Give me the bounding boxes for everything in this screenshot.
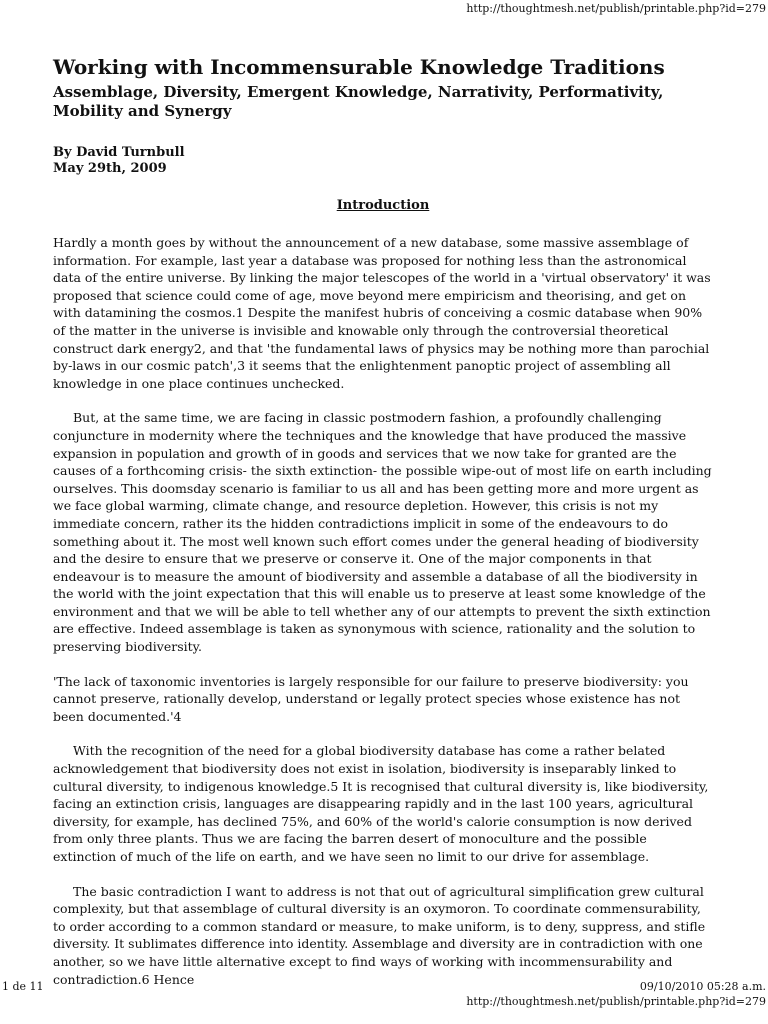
publish-date: May 29th, 2009	[53, 161, 167, 176]
paragraph: 'The lack of taxonomic inventories is largely responsible for our failure to preserve biodiversity: you cannot preserve, rationally develop, understand or legally protect species whose existence has not been documented.'4	[53, 673, 689, 724]
article-title: Working with Incommensurable Knowledge Traditions	[53, 55, 665, 79]
footer-url: http://thoughtmesh.net/publish/printable.php?id=279	[466, 995, 766, 1008]
print-datetime: 09/10/2010 05:28 a.m.	[639, 980, 766, 993]
paragraph: The basic contradiction I want to address is not that out of agricultural simplification grew cultural complexity, but that assemblage of cultural diversity is an oxymoron. To coordinate commensurability, to order according to a common standard or measure, to make uniform, is to deny, suppress, and stifle diversity. It sublimates difference into identity. Assemblage and diversity are in contradiction with one another, so we have little alternative except to find ways of working with incommensurability and contradiction.6 Hence	[53, 883, 706, 987]
article	[53, 55, 713, 988]
header-url: http://thoughtmesh.net/publish/printable.php?id=279	[466, 2, 766, 15]
author: By David Turnbull	[53, 145, 185, 160]
byline	[53, 145, 713, 177]
page-number: 1 de 11	[2, 980, 44, 993]
section-heading: Introduction	[336, 198, 430, 213]
paragraph: With the recognition of the need for a global biodiversity database has come a rather belated acknowledgement that biodiversity does not exist in isolation, biodiversity is inseparably linked to cultural diversity, to indigenous knowledge.5 It is recognised that cultural diversity is, like biodiversity, facing an extinction crisis, languages are disappearing rapidly and in the last 100 years, agricultural diversity, for example, has declined 75%, and 60% of the world's calorie consumption is now derived from only three plants. Thus we are facing the barren desert of monoculture and the possible extinction of much of the life on earth, and we have seen no limit to our drive for assemblage.	[53, 743, 709, 864]
article-subtitle: Assemblage, Diversity, Emergent Knowledge, Narrativity, Performativity, Mobility and Synergy	[53, 83, 664, 120]
paragraph: Hardly a month goes by without the announcement of a new database, some massive assemblage of information. For example, last year a database was proposed for nothing less than the astronomical data of the entire universe. By linking the major telescopes of the world in a 'virtual observatory' it was proposed that science could come of age, move beyond mere empiricism and theorising, and get on with datamining the cosmos.1 Despite the manifest hubris of conceiving a cosmic database when 90% of the matter in the universe is invisible and knowable only through the controversial theoretical construct dark energy2, and that 'the fundamental laws of physics may be nothing more than parochial by-laws in our cosmic patch',3 it seems that the enlightenment panoptic project of assembling all knowledge in one place continues unchecked.	[53, 235, 711, 391]
paragraph: But, at the same time, we are facing in classic postmodern fashion, a profoundly challenging conjuncture in modernity where the techniques and the knowledge that have produced the massive expansion in population and growth of in goods and services that we now take for granted are the causes of a forthcoming crisis- the sixth extinction- the possible wipe-out of most life on earth including ourselves. This doomsday scenario is familiar to us all and has been getting more and more urgent as we face global warming, climate change, and resource depletion. However, this crisis is not my immediate concern, rather its the hidden contradictions implicit in some of the endeavours to do something about it. The most well known such effort comes under the general heading of biodiversity and the desire to ensure that we preserve or conserve it. One of the major components in that endeavour is to measure the amount of biodiversity and assemble a database of all the biodiversity in the world with the joint expectation that this will enable us to preserve at least some knowledge of the environment and that we will be able to tell whether any of our attempts to prevent the sixth extinction are effective. Indeed assemblage is taken as synonymous with science, rationality and the solution to preserving biodiversity.	[53, 410, 712, 655]
